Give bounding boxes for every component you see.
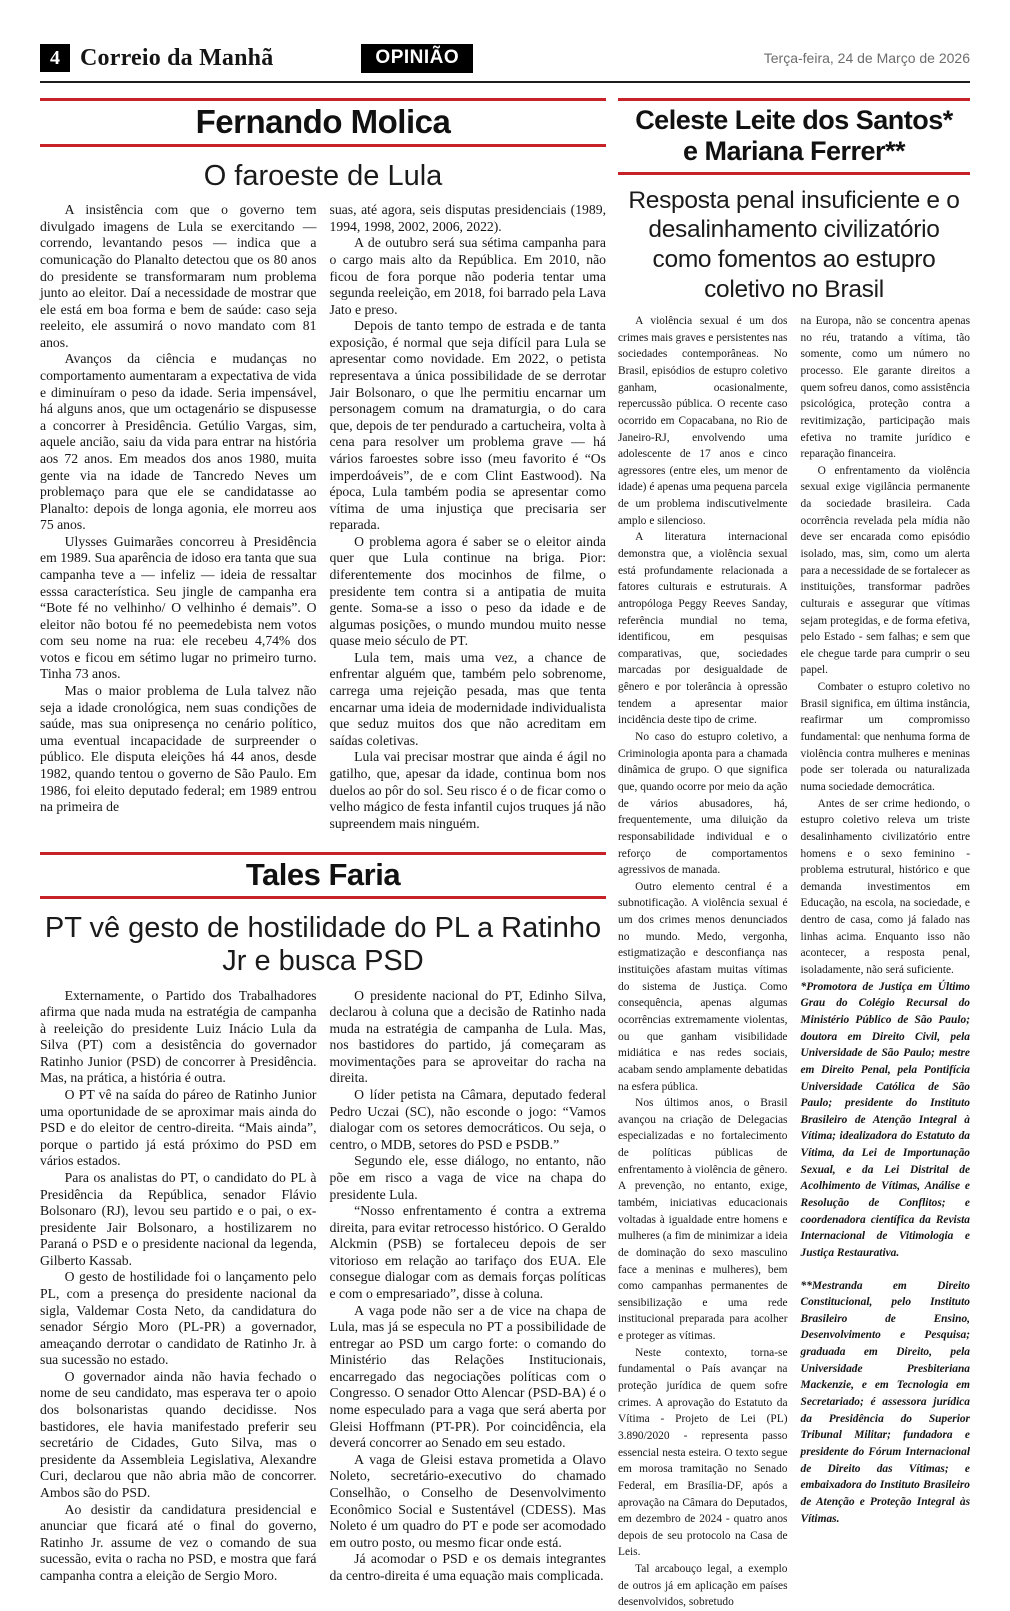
- red-rule: [40, 896, 606, 899]
- column-2: [330, 988, 607, 1585]
- byline-line-2: e Mariana Ferrer**: [682, 135, 906, 166]
- paragraph: O líder petista na Câmara, deputado federal Pedro Uczai (SC), não esconde o jogo: “Vamos dialogar com os setores democráticos. Ou seja, o centro, o MDB, setores do PSD e PSDB.”: [329, 1087, 606, 1152]
- section-badge: OPINIÃO: [361, 44, 473, 73]
- red-rule: [618, 172, 970, 175]
- article-body: [618, 313, 970, 1611]
- paragraph: O problema agora é saber se o eleitor ainda quer que Lula continue na briga. Pior: diferentemente dos mocinhos de filme, o presidente tem contra si a antipatia de muita gente. Soma-se a isso o peso da idade e de algumas posições, o mundo mundou muito nesse quase meio século de PT.: [329, 533, 606, 649]
- author-footnote-1: *Promotora de Justiça em Último Grau do Colégio Recursal do Ministério Público de São Paulo; doutora em Direito Civil, pela Universidade de São Paulo; mestre em Direito Penal, pela Pontifícia Universidade Católica de São Paulo; presidente do Instituto Brasileiro de Atenção Integral à Vítima; idealizadora do Estatuto da Vítima, da Lei de Importunação Sexual, e da Lei Distrital de Acolhimento de Vítimas, Análise e Resolução de Conflitos; e coordenadora científica da Revista Internacional de Vitimologia e Justiça Restaurativa.: [800, 980, 970, 1259]
- paragraph: Externamente, o Partido dos Trabalhadores afirma que nada muda na estratégia de campanha à reeleição do presidente Luiz Inácio Lula da Silva (PT) com a desistência do governador Ratinho Junior (PSD) de concorrer à Presidência. Mas, na prática, a história é outra.: [40, 987, 317, 1086]
- paragraph: Tal arcabouço legal, a exemplo de outros já em aplicação em países desenvolvidos, sobretudo: [618, 1563, 788, 1609]
- paragraph: O presidente nacional do PT, Edinho Silva, declarou à coluna que a decisão de Ratinho nada muda na estratégia de campanha de Lula. Mas, nos bastidores do partido, já começaram as movimentações para se aproveitar do racha na direita.: [329, 987, 606, 1086]
- paragraph: O PT vê na saída do páreo de Ratinho Junior uma oportunidade de se aproximar mais ainda do PSD e do eleitor de centro-direita. “Mais ainda”, porque o partido já está próximo do PSD em vários estados.: [40, 1087, 317, 1169]
- paragraph: A de outubro será sua sétima campanha para o cargo mais alto da República. Em 2010, não ficou de fora porque não poderia tentar uma segunda reeleição, em 2018, foi barrado pela Lava Jato e preso.: [329, 235, 606, 317]
- paragraph: Ulysses Guimarães concorreu à Presidência em 1989. Sua aparência de idoso era tanta que sua campanha teve a — infeliz — ideia de ressaltar esssa característica. Seu jingle de campanha era “Bote fé no velhinho/ O velhinho é demais”. O eleitor não botou fé no peemedebista nem votos com seu nome na rua: ele recebeu 4,74% dos votos e ficou em sétimo lugar no primeiro turno. Tinha 73 anos.: [40, 533, 317, 682]
- article-byline: Tales Faria: [245, 857, 401, 893]
- paragraph: Lula tem, mais uma vez, a chance de enfrentar alguém que, também pelo sobrenome, carrega uma rejeição pesada, mas que tenta encarnar uma ideia de modernidade individualista que seduz muitos dos que não acreditam em saídas coletivas.: [329, 649, 606, 748]
- author-footnote-2: **Mestranda em Direito Constitucional, pelo Instituto Brasileiro de Ensino, Desenvolvimento e Pesquisa; graduada em Direito, pela Universidade Presbiteriana Mackenzie, e em Tecnologia em Secretariado; é assessora jurídica da Presidência do Superior Tribunal Militar; fundadora e presidente do Fórum Internacional de Direito das Vítimas; e embaixadora do Instituto Brasileiro de Atenção e Proteção Integral às Vítimas.: [800, 1279, 970, 1525]
- paragraph: Combater o estupro coletivo no Brasil significa, em última instância, reafirmar um compromisso fundamental: que nenhuma forma de violência contra mulheres e meninas pode ser tolerada ou naturalizada numa sociedade democrática.: [800, 681, 970, 793]
- paragraph: “Nosso enfrentamento é contra a extrema direita, para evitar retrocesso histórico. O Geraldo Alckmin (PSB) se fortaleceu depois de ser vitorioso em relação ao tarifaço dos EUA. Ele consegue dialogar com as demais forças políticas e com o empresariado”, disse à coluna.: [329, 1203, 606, 1301]
- page-number: 4: [50, 46, 60, 69]
- page-date: Terça-feira, 24 de Março de 2026: [763, 50, 970, 66]
- header-divider: [40, 81, 970, 83]
- paragraph: O enfrentamento da violência sexual exige vigilância permanente da sociedade brasileira. Cada ocorrência revelada pela mídia não deve ser encarada como episódio isolado, mas, sim, como um alerta para a necessidade de se fortalecer as instituições, transformar padrões culturais e assegurar que vítimas sejam protegidas, e de forma efetiva, pelo Estado - sem falhas; e sem que ele chegue tarde para cumprir o seu papel.: [800, 464, 970, 677]
- article-headline: PT vê gesto de hostilidade do PL a Ratinho Jr e busca PSD: [44, 911, 602, 978]
- paragraph: O gesto de hostilidade foi o lançamento pelo PL, com a presença do presidente nacional da sigla, Valdemar Costa Neto, da candidatura do senador Sérgio Moro (PL-PR) a governador, ameaçando derrotar o candidato de Ratinho Jr. à sua sucessão no estado.: [40, 1269, 317, 1368]
- paragraph: A vaga pode não ser a de vice na chapa de Lula, mas já se especula no PT a possibilidade de entregar ao PSD um cargo forte: o comando do Ministério das Relações Institucionais, encarregado das negociações políticas com o Congresso. O senador Otto Alencar (PSD-BA) é o nome especulado para a vaga que será aberta por Gleisi Hoffmann (PT-PR). Por coincidência, ela deverá concorrer ao Senado em seu estado.: [329, 1302, 606, 1451]
- page-content: [40, 98, 970, 1611]
- article-headline: Resposta penal insuficiente e o desalinhamento civilizatório como fomentos ao estupro coletivo no Brasil: [628, 186, 960, 304]
- right-zone: [618, 98, 970, 1611]
- paragraph: Mas o maior problema de Lula talvez não seja a idade cronológica, nem suas condições de saúde, mas sua onipresença no cenário político, uma eventual incapacidade de surpreender o público. Ele disputa eleições há 44 anos, desde 1982, quando tentou o governo de São Paulo. Em 1986, foi eleito deputado federal; em 1989 entrou na primeira de: [40, 683, 317, 815]
- article-resposta-penal-insuficiente: [618, 98, 970, 1611]
- article-byline: Fernando Molica: [195, 103, 451, 140]
- paragraph: Avanços da ciência e mudanças no comportamento aumentaram a expectativa de vida e diminuíram o peso da idade. Seria impensável, há alguns anos, que um octagenário se dispusesse a concorrer à Presidência. Getúlio Vargas, sim, aquele ancião, saiu da vida para entrar na história aos 72 anos. Em meados dos anos 1980, muita gente via na idade de Tancredo Neves um problemaço para que ele se candidatasse ao Planalto: depois de longa agonia, ele morreu aos 75 anos.: [40, 351, 317, 533]
- red-rule: [40, 144, 606, 147]
- page-header: [40, 42, 970, 74]
- paragraph: Neste contexto, torna-se fundamental o País avançar na proteção jurídica de quem sofre crimes. A aprovação do Estatuto da Vítima - Projeto de Lei (PL) 3.890/2020 - representa passo essencial nesta esteira. O texto segue em morosa tramitação no Senado Federal, em Brasília-DF, após a aprovação na Câmara do Deputados, em dezembro de 2024 - quatro anos depois de seu protocolo na Casa de Leis.: [618, 1346, 788, 1559]
- article-pt-ve-gesto-de-hostilidade: [40, 852, 606, 1584]
- paragraph: Antes de ser crime hediondo, o estupro coletivo releva um triste desalinhamento civilizatório entre homens e o sexo feminino - problema estrutural, histórico e que demanda investimentos em Educação, na escola, na sociedade, e dentro de casa, como já falado nas linhas acima. Enquanto isso não acontecer, a resposta penal, isoladamente, não será suficiente.: [800, 797, 970, 977]
- column-1: [40, 988, 317, 1585]
- paragraph: Nos últimos anos, o Brasil avançou na criação de Delegacias especializadas e no fortalecimento de políticas públicas de enfrentamento à violência de gênero. A prevenção, no entanto, exige, também, iniciativas educacionais voltadas à igualdade entre homens e mulheres (a fim de minimizar a ideia de dominação do sexo masculino face a meninas e mulheres), bem como campanhas permanentes de sensibilização e uma rede institucional preparada para acolher e proteger as vítimas.: [618, 1097, 788, 1343]
- article-byline: [618, 105, 970, 167]
- article-o-faroeste-de-lula: [40, 98, 606, 832]
- column-1: [618, 313, 788, 1611]
- paragraph: A vaga de Gleisi estava prometida a Olavo Noleto, secretário-executivo do chamado Conselhão, o Conselho de Desenvolvimento Econômico Social e Sustentável (CDESS). Mas Noleto é um quadro do PT e pode ser acomodado em outro posto, ou mesmo ficar onde está.: [329, 1451, 606, 1550]
- red-rule: [618, 98, 970, 101]
- paragraph: O governador ainda não havia fechado o nome de seu candidato, mas esperava ter o apoio dos bolsonaristas quando decidisse. Nos bastidores, ele havia manifestado preferir seu secretário de Cidades, Guto Silva, mas o presidente da Assembleia Legislativa, Alexandre Curi, declarou que não abria mão de concorrer. Ambos são do PSD.: [40, 1368, 317, 1500]
- paragraph: suas, até agora, seis disputas presidenciais (1989, 1994, 1998, 2002, 2006, 2022).: [329, 202, 606, 234]
- paragraph: Outro elemento central é a subnotificação. A violência sexual é um dos crimes menos denunciados no mundo. Medo, vergonha, estigmatização e desconfiança nas instituições afastam muitas vítimas do sistema de Justiça. Como consequência, apenas algumas ocorrências extremamente violentas, ou que ganham visibilidade midiática e nas redes sociais, acabam sendo amplamente debatidas na esfera pública.: [618, 880, 788, 1093]
- byline-line-1: Celeste Leite dos Santos*: [635, 105, 953, 135]
- paragraph: Já acomodar o PSD e os demais integrantes da centro-direita é uma equação mais complicada.: [329, 1551, 606, 1583]
- article-body: [40, 988, 606, 1585]
- masthead-title: Correio da Manhã: [80, 44, 274, 71]
- paragraph: Ao desistir da candidatura presidencial e anunciar que ficará até o final do governo, Ratinho Jr. assume de vez o comando de sua sucessão, evita o racha no PSD, e mostra que fará campanha contra a eleição de Sergio Moro.: [40, 1501, 317, 1583]
- red-rule: [40, 98, 606, 101]
- column-2: [330, 202, 607, 832]
- column-1: [40, 202, 317, 832]
- left-zone: [40, 98, 606, 1611]
- red-rule: [40, 852, 606, 855]
- article-headline: O faroeste de Lula: [203, 159, 443, 192]
- paragraph: Lula vai precisar mostrar que ainda é ágil no gatilho, que, apesar da idade, continua bom nos duelos ao pôr do sol. Seu risco é o de ficar como o velho mágico de festa infantil cujos truques já não supreendem mais ninguém.: [329, 749, 606, 831]
- paragraph: A violência sexual é um dos crimes mais graves e persistentes nas sociedades contemporâneas. No Brasil, episódios de estupro coletivo ganham, ocasionalmente, repercussão pública. O recente caso ocorrido em Copacabana, no Rio de Janeiro-RJ, envolvendo uma adolescente de 17 anos e cinco agressores (entre eles, um menor de idade) é apenas uma pequena parcela de um problema indiscutivelmente amplo e silencioso.: [618, 315, 788, 527]
- paragraph: Segundo ele, esse diálogo, no entanto, não põe em risco a vaga de vice na chapa do presidente Lula.: [329, 1153, 606, 1202]
- paragraph: No caso do estupro coletivo, a Criminologia aponta para a chamada dinâmica de grupo. O que significa que, quando ocorre por meio da ação de vários abusadores, há, frequentemente, uma diluição da responsabilidade individual e o reforço de comportamentos agressivos de manada.: [618, 731, 788, 877]
- paragraph: Depois de tanto tempo de estrada e de tanta exposição, é normal que seja difícil para Lula se apresentar como novidade. Em 2022, o petista representava a única possibilidade de se derrotar Jair Bolsonaro, o que lhe permitiu encarnar um personagem comum na dramaturgia, o do cara que, depois de ter pendurado a cartucheira, volta à cena para resolver um problema grave — há vários faroestes sobre isso (meu favorito é “Os imperdoáveis”, de e com Clint Eastwood). Na época, Lula também podia se apresentar como vítima de uma injustiça que precisaria ser reparada.: [329, 318, 606, 533]
- paragraph: Para os analistas do PT, o candidato do PL à Presidência da República, senador Flávio Bolsonaro (RJ), levou seu partido e o pai, o ex-presidente Jair Bolsonaro, a hostilizarem no Paraná o PSD e o presidente nacional da legenda, Gilberto Kassab.: [40, 1169, 317, 1268]
- paragraph: A literatura internacional demonstra que, a violência sexual está profundamente relacionada a fatores culturais e estruturais. A antropóloga Peggy Reeves Sanday, referência mundial no tema, identificou, em pesquisas comparativas, que, sociedades marcadas por desigualdade de gênero e por tolerância à opressão tendem a apresentar maior incidência deste tipo de crime.: [618, 531, 788, 727]
- article-body: [40, 202, 606, 832]
- page-number-box: [40, 44, 70, 72]
- paragraph: na Europa, não se concentra apenas no réu, tratando a vítima, tão somente, como um número no processo. Ele garante direitos a quem sofreu danos, como assistência psicológica, proteção contra a revitimização, participação mais efetiva no tramite jurídico e reparação financeira.: [800, 315, 970, 461]
- column-2: [801, 313, 971, 1611]
- paragraph: A insistência com que o governo tem divulgado imagens de Lula se exercitando — correndo, levantando pesos — indica que a comunicação do Planalto detectou que os 80 anos do presidente se transformaram num problema junto ao eleitor. Daí a necessidade de mostrar que ele está em boa forma e bem de saúde: caso seja reeleito, ele assumirá o novo mandato com 81 anos.: [40, 202, 317, 350]
